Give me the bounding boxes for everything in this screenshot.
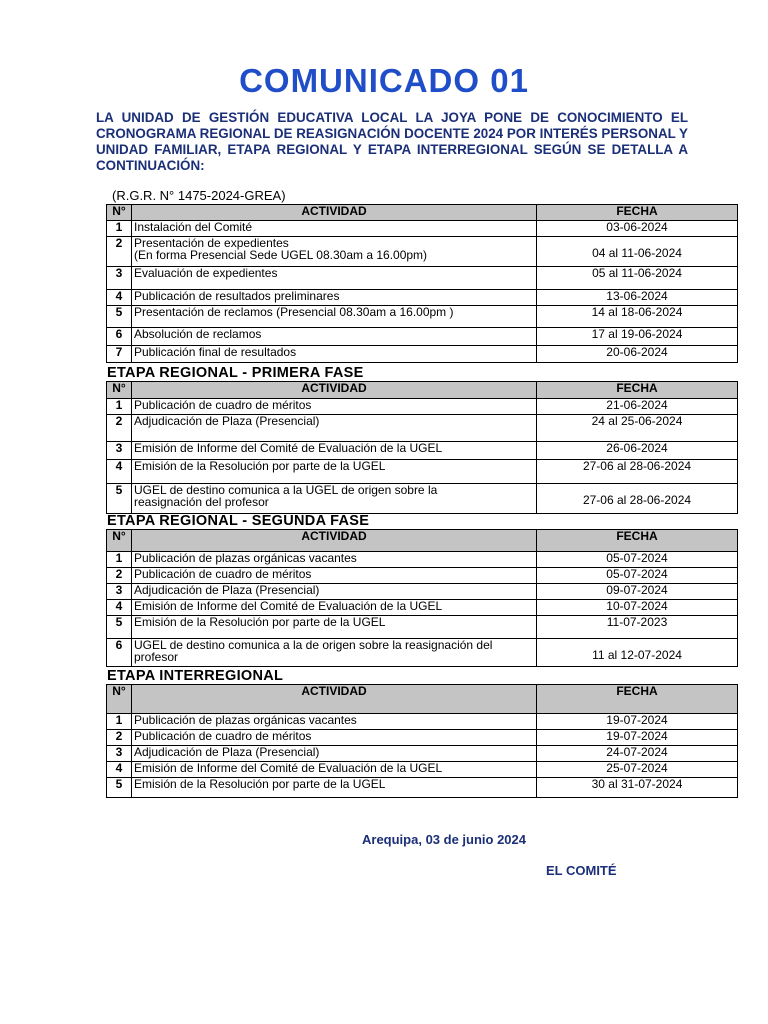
date-cell [537,600,738,616]
table-row [107,267,738,290]
date-text: 20-06-2024 [606,345,668,359]
row-number: 2 [107,237,132,267]
table-row [107,730,738,746]
activity-cell [132,415,537,442]
activity-cell [132,290,537,306]
activity-cell [132,552,537,568]
table-row [107,568,738,584]
date-cell [537,778,738,798]
date-cell [537,762,738,778]
date-text: 05-07-2024 [606,551,668,565]
activity-text: Adjudicación de Plaza (Presencial) [134,414,320,428]
date-text: 11 al 12-07-2024 [592,648,682,662]
date-text: 13-06-2024 [606,289,668,303]
activity-cell [132,778,537,798]
activity-text: UGEL de destino comunica a la de origen sobre la reasignación del [134,638,493,652]
table-row [107,442,738,460]
schedule-table-general [106,204,738,363]
activity-cell [132,399,537,415]
date-cell [537,290,738,306]
date-cell [537,746,738,762]
row-number: 4 [107,460,132,484]
table-row [107,290,738,306]
date-cell [537,306,738,328]
section-heading-segunda-fase: ETAPA REGIONAL - SEGUNDA FASE [107,513,370,529]
row-number: 4 [107,600,132,616]
intro-paragraph: LA UNIDAD DE GESTIÓN EDUCATIVA LOCAL LA JOYA PONE DE CONOCIMIENTO EL CRONOGRAMA REGIONAL DE REASIGNACIÓN DOCENTE 2024 POR INTERÉS PERSONAL Y UNIDAD FAMILIAR, ETAPA REGIONAL Y ETAPA INTERREGIONAL SEGÚN SE DETALLA A CONTINUACIÓN: [96,110,688,173]
row-number: 2 [107,568,132,584]
date-text: 19-07-2024 [606,713,668,727]
row-number: 4 [107,290,132,306]
table-row [107,221,738,237]
table-row [107,639,738,667]
activity-text: Emisión de Informe del Comité de Evaluación de la UGEL [134,599,443,613]
schedule-table-primera-fase [106,381,738,514]
activity-cell [132,442,537,460]
row-number: 3 [107,442,132,460]
column-header-number: N° [107,382,132,399]
date-text: 04 al 11-06-2024 [592,246,682,260]
activity-text: Emisión de la Resolución por parte de la UGEL [134,777,386,791]
table-row [107,584,738,600]
date-cell [537,639,738,667]
table-row [107,306,738,328]
activity-text: Publicación de cuadro de méritos [134,398,312,412]
activity-text: Publicación de plazas orgánicas vacantes [134,551,357,565]
table-row [107,237,738,267]
row-number: 6 [107,328,132,346]
column-header-number: N° [107,205,132,221]
signature: EL COMITÉ [546,863,617,878]
schedule-table-segunda-fase [106,529,738,667]
activity-cell [132,746,537,762]
date-cell [537,237,738,267]
date-text: 24-07-2024 [606,745,668,759]
schedule-table-interregional [106,684,738,798]
activity-text: Adjudicación de Plaza (Presencial) [134,745,320,759]
date-cell [537,484,738,514]
table-row [107,762,738,778]
activity-text: Emisión de la Resolución por parte de la UGEL [134,459,386,473]
date-text: 24 al 25-06-2024 [591,414,683,428]
table-row [107,714,738,730]
table-row [107,460,738,484]
activity-text: Publicación de resultados preliminares [134,289,340,303]
row-number: 1 [107,399,132,415]
table-row [107,552,738,568]
activity-text-line2: profesor [134,650,179,664]
date-text: 10-07-2024 [606,599,668,613]
activity-text: Adjudicación de Plaza (Presencial) [134,583,320,597]
date-cell [537,328,738,346]
date-cell [537,415,738,442]
date-text: 05 al 11-06-2024 [592,266,682,280]
table-row [107,415,738,442]
column-header-activity: ACTIVIDAD [132,530,537,552]
activity-text: Presentación de expedientes [134,236,289,250]
activity-cell [132,568,537,584]
activity-cell [132,584,537,600]
table-row [107,399,738,415]
date-cell [537,460,738,484]
activity-cell [132,221,537,237]
row-number: 6 [107,639,132,667]
date-cell [537,616,738,639]
activity-cell [132,714,537,730]
activity-text: Emisión de Informe del Comité de Evaluación de la UGEL [134,761,443,775]
column-header-activity: ACTIVIDAD [132,382,537,399]
activity-cell [132,484,537,514]
activity-text: Emisión de la Resolución por parte de la UGEL [134,615,386,629]
date-text: 27-06 al 28-06-2024 [582,459,692,473]
column-header-date: FECHA [537,685,738,714]
table-row [107,746,738,762]
table-header-row [107,205,738,221]
date-cell [537,267,738,290]
date-text: 26-06-2024 [606,441,668,455]
activity-text: Publicación de cuadro de méritos [134,729,312,743]
date-cell [537,346,738,363]
row-number: 1 [107,221,132,237]
date-text: 05-07-2024 [606,567,668,581]
activity-text: Evaluación de expedientes [134,266,278,280]
row-number: 3 [107,267,132,290]
table-header-row [107,530,738,552]
row-number: 5 [107,484,132,514]
activity-text: UGEL de destino comunica a la UGEL de origen sobre la [134,483,438,497]
activity-cell [132,306,537,328]
table-row [107,346,738,363]
row-number: 7 [107,346,132,363]
column-header-date: FECHA [537,382,738,399]
date-cell [537,584,738,600]
column-header-number: N° [107,530,132,552]
activity-cell [132,762,537,778]
activity-text: Presentación de reclamos (Presencial 08.30am a 16.00pm ) [134,305,454,319]
date-cell [537,568,738,584]
page-title: COMUNICADO 01 [239,62,529,99]
row-number: 2 [107,415,132,442]
activity-cell [132,616,537,639]
activity-text: Publicación de plazas orgánicas vacantes [134,713,357,727]
activity-text: Publicación final de resultados [134,345,297,359]
table-row [107,616,738,639]
column-header-date: FECHA [537,205,738,221]
row-number: 5 [107,306,132,328]
activity-cell [132,237,537,267]
activity-text: Absolución de reclamos [134,327,262,341]
date-text: 17 al 19-06-2024 [591,327,683,341]
date-text: 27-06 al 28-06-2024 [582,493,692,507]
place-date: Arequipa, 03 de junio 2024 [362,832,526,847]
activity-cell [132,346,537,363]
row-number: 3 [107,746,132,762]
activity-text: Instalación del Comité [134,220,253,234]
activity-text: Publicación de cuadro de méritos [134,567,312,581]
resolution-reference: (R.G.R. N° 1475-2024-GREA) [112,188,286,203]
date-text: 09-07-2024 [606,583,668,597]
table-header-row [107,685,738,714]
date-cell [537,552,738,568]
table-row [107,328,738,346]
date-cell [537,399,738,415]
section-heading-interregional: ETAPA INTERREGIONAL [107,668,284,684]
section-heading-primera-fase: ETAPA REGIONAL - PRIMERA FASE [107,365,364,381]
table-header-row [107,382,738,399]
table-row [107,600,738,616]
date-cell [537,730,738,746]
date-cell [537,442,738,460]
date-text: 19-07-2024 [606,729,668,743]
table-row [107,778,738,798]
activity-cell [132,460,537,484]
table-row [107,484,738,514]
activity-text-line2: reasignación del profesor [134,495,269,509]
row-number: 4 [107,762,132,778]
activity-cell [132,639,537,667]
row-number: 2 [107,730,132,746]
activity-cell [132,730,537,746]
date-text: 25-07-2024 [606,761,668,775]
date-text: 03-06-2024 [606,220,668,234]
activity-text: Emisión de Informe del Comité de Evaluación de la UGEL [134,441,443,455]
date-text: 30 al 31-07-2024 [591,777,683,791]
row-number: 5 [107,778,132,798]
activity-cell [132,328,537,346]
row-number: 1 [107,714,132,730]
column-header-activity: ACTIVIDAD [132,685,537,714]
date-text: 14 al 18-06-2024 [591,305,683,319]
row-number: 5 [107,616,132,639]
date-text: 21-06-2024 [606,398,668,412]
date-text: 11-07-2023 [606,615,668,629]
date-cell [537,221,738,237]
activity-cell [132,600,537,616]
activity-text-line2: (En forma Presencial Sede UGEL 08.30am a 16.00pm) [134,248,428,262]
column-header-number: N° [107,685,132,714]
row-number: 3 [107,584,132,600]
row-number: 1 [107,552,132,568]
column-header-activity: ACTIVIDAD [132,205,537,221]
column-header-date: FECHA [537,530,738,552]
date-cell [537,714,738,730]
activity-cell [132,267,537,290]
